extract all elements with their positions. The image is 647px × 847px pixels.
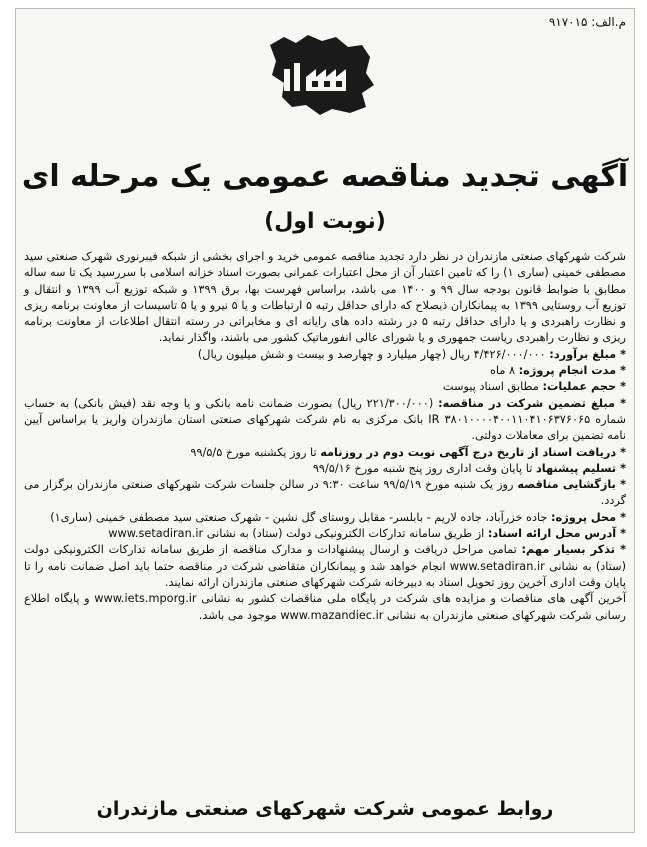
item-location bbox=[24, 510, 626, 526]
item-label: * مبلغ برآورد: bbox=[549, 347, 626, 361]
item-documents bbox=[24, 445, 626, 461]
company-logo bbox=[262, 23, 378, 119]
item-label: * دریافت اسناد از تاریخ درج آگهی نوبت دوم در روزنامه bbox=[320, 445, 626, 459]
item-text: ۴/۴۲۶/۰۰۰/۰۰۰ ریال (چهار میلیارد و چهارصد و بیست و شش میلیون ریال) bbox=[197, 347, 550, 361]
notice-page bbox=[15, 8, 635, 833]
item-label: * تسلیم پیشنهاد bbox=[535, 461, 626, 475]
notice-body bbox=[24, 249, 626, 624]
item-text: جاده خزرآباد، جاده لاریم - بابلسر- مقابل روستای گل نشین - شهرک صنعتی سید مصطفی خمینی (ساری۱) bbox=[50, 510, 552, 524]
reference-number: م.الف: ۹۱۷۰۱۵ bbox=[548, 15, 626, 29]
item-label: * مدت انجام پروژه: bbox=[518, 364, 626, 378]
item-important-note bbox=[24, 542, 626, 591]
iran-map-icon bbox=[270, 35, 374, 115]
item-submission bbox=[24, 461, 626, 477]
item-text: تمامی مراحل دریافت و ارسال پیشنهادات و مدارک مناقصه از طریق سامانه تدارکات الکترونیکی دولت (ستاد) به نشانی www.setadiran.ir انجام خواهد شد و پیمانکاران متقاضی شرکت در مناقصه حتما باید اصل ضمانت نامه را تا پایان وقت اداری آخرین روز تحویل اسناد به دبیرخانه شرکت شهرکهای صنعتی مازندران ارائه نمایند. bbox=[24, 543, 626, 589]
notice-subtitle: (نوبت اول) bbox=[264, 209, 386, 234]
intro-paragraph: شرکت شهرکهای صنعتی مازندران در نظر دارد تجدید مناقصه عمومی خرید و اجرای بخشی از شبکه فیبرنوری شهرک صنعتی سید مصطفی خمینی (ساری ۱) را که تامین اعتبار آن از محل اعتبارات عمرانی بصورت اسناد خزانه اسلامی با سررسید یک تا سه ساله مطابق با ضوابط قانون بودجه سال ۹۹ و ۱۴۰۰ می باشد، براساس فهرست بها، برق ۱۳۹۹ و شبکه توزیع آب ۱۳۹۹ و انتقال و توزیع آب روستایی ۱۳۹۹ به پیمانکاران ذیصلاح که دارای حداقل رتبه ۵ ارتباطات و یا ۵ نیرو و یا ۵ تاسیسات از معاونت برنامه ریزی و نظارت راهبردی و یا دارای حداقل رتبه ۵ در رشته داده های رایانه ای و مخابراتی در رسته انتقال اطلاعات از معاونت برنامه ریزی و نظارت راهبردی ریاست جمهوری و یا شورای عالی انفورماتیک کشور می باشند، واگذار نماید. bbox=[24, 250, 626, 345]
item-address bbox=[24, 526, 626, 542]
item-duration bbox=[24, 363, 626, 379]
item-estimate bbox=[24, 347, 626, 363]
item-text: مطابق اسناد پیوست bbox=[442, 380, 543, 394]
item-label: * حجم عملیات: bbox=[542, 380, 626, 394]
footer-signature: روابط عمومی شرکت شهرکهای صنعتی مازندران bbox=[96, 798, 554, 820]
item-text: تا روز یکشنبه مورخ ۹۹/۵/۵ bbox=[190, 445, 321, 459]
item-text: ۸ ماه bbox=[489, 364, 519, 378]
item-label: * تذکر بسیار مهم: bbox=[521, 543, 626, 557]
item-text: تا پایان وقت اداری روز پنج شنبه مورخ ۹۹/۵/۱۶ bbox=[312, 461, 536, 475]
item-label: * بازگشایی مناقصه bbox=[517, 478, 626, 492]
notice-title: آگهی تجدید مناقصه عمومی یک مرحله ای bbox=[21, 159, 629, 194]
item-text: (۲۲۱/۳۰۰/۰۰۰ ریال) بصورت ضمانت نامه بانکی و یا وجه نقد (فیش بانکی) به حساب شماره IR ۳۸۰۱۰۰۰۰۴۰۰۱۱۰۴۱۰۶۳۷۶۰۶۵ بانک مرکزی به نام شرکت شهرکهای صنعتی استان مازندران واریز یا براساس آیین نامه تضمین برای معاملات دولتی. bbox=[24, 396, 627, 443]
item-label: * محل پروژه: bbox=[551, 510, 626, 524]
item-guarantee bbox=[24, 396, 626, 445]
item-text: روز یک شنبه مورخ ۹۹/۵/۱۹ ساعت ۹:۳۰ در سالن جلسات شرکت شهرکهای صنعتی مازندران برگزار می گردد. bbox=[24, 478, 626, 508]
item-text: از طریق سامانه تدارکات الکترونیکی دولت (ستاد) به نشانی www.setadiran.ir bbox=[108, 527, 488, 541]
closing-paragraph: آخرین آگهی های مناقصات و مزایده های شرکت در پایگاه ملی مناقصات کشور به نشانی www.iets.mporg.ir و پایگاه اطلاع رسانی شرکت شهرکهای صنعتی مازندران به نشانی www.mazandiec.ir موجود می باشد. bbox=[24, 592, 626, 622]
item-label: * مبلغ تضمین شرکت در مناقصه: bbox=[438, 396, 626, 410]
item-label: * آدرس محل ارائه اسناد: bbox=[487, 527, 626, 541]
item-opening bbox=[24, 477, 626, 510]
item-volume bbox=[24, 379, 626, 395]
